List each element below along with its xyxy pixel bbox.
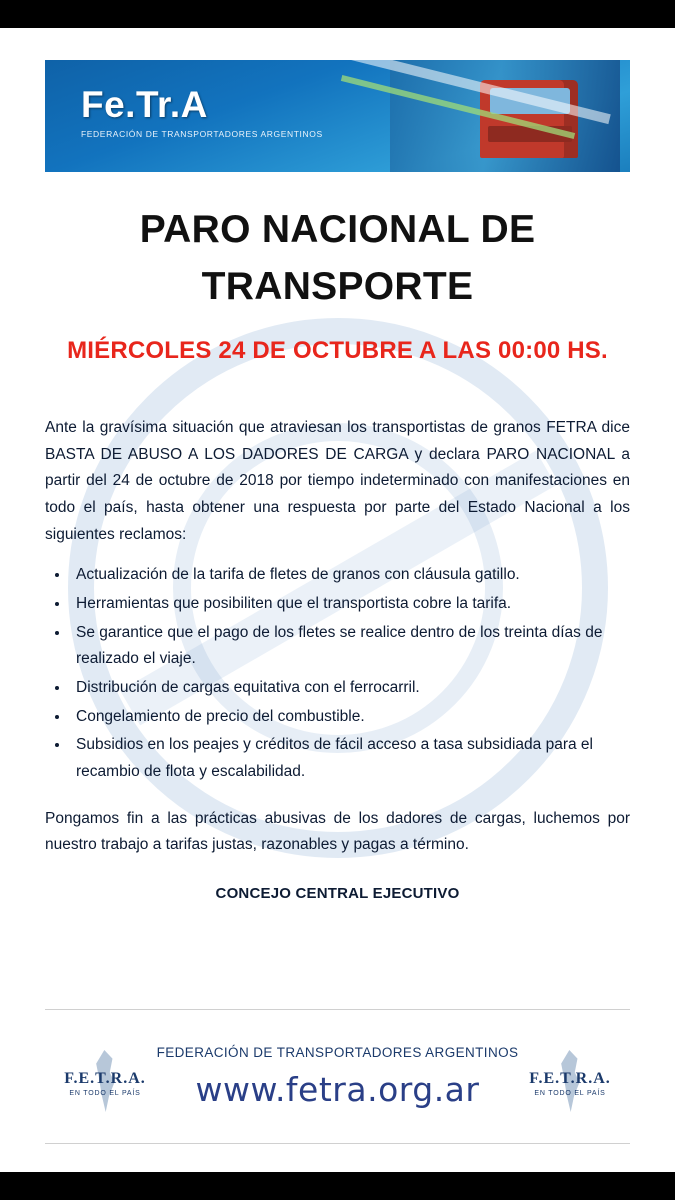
header-banner: [45, 60, 630, 172]
footer-center-block: [151, 1045, 524, 1109]
page-title: [50, 202, 625, 315]
closing-paragraph: Pongamos fin a las prácticas abusivas de los dadores de cargas, luchemos por nuestro trabajo a tarifas justas, razonables y pagas a término.: [45, 809, 630, 854]
list-item: • Actualización de la tarifa de fletes de granos con cláusula gatillo.: [70, 562, 630, 589]
list-item: • Herramientas que posibiliten que el transportista cobre la tarifa.: [70, 591, 630, 618]
fetra-logo-mark: Fe.Tr.A: [81, 84, 208, 125]
page-subtitle: MIÉRCOLES 24 DE OCTUBRE A LAS 00:00 HS.: [67, 337, 608, 365]
footer-organization-name: FEDERACIÓN DE TRANSPORTADORES ARGENTINOS: [156, 1044, 519, 1060]
seal-left: [59, 1056, 151, 1097]
seal-right: [524, 1056, 616, 1097]
document-footer: [45, 1009, 630, 1144]
seal-right-subtitle: EN TODO EL PAÍS: [534, 1090, 606, 1097]
document-content: [0, 60, 675, 902]
list-item: • Subsidios en los peajes y créditos de fácil acceso a tasa subsidiada para el recambio de flota y escalabilidad.: [70, 732, 630, 785]
list-item: • Se garantice que el pago de los fletes se realice dentro de los treinta días de realizado el viaje.: [70, 620, 630, 673]
fetra-logo: [81, 86, 323, 139]
seal-left-subtitle: EN TODO EL PAÍS: [69, 1090, 141, 1097]
page-title-line-1: PARO NACIONAL DE: [139, 208, 536, 251]
footer-content: [45, 1009, 630, 1144]
flyer-document: [0, 28, 675, 1172]
page-title-line-2: TRANSPORTE: [201, 264, 474, 308]
list-item: • Congelamiento de precio del combustible.: [70, 704, 630, 731]
demands-list: [70, 562, 630, 785]
seal-right-name: F.E.T.R.A.: [529, 1070, 611, 1087]
fetra-logo-subtitle: FEDERACIÓN DE TRANSPORTADORES ARGENTINOS: [81, 129, 323, 139]
footer-website-url[interactable]: www.fetra.org.ar: [195, 1069, 480, 1109]
list-item: • Distribución de cargas equitativa con el ferrocarril.: [70, 675, 630, 702]
footer-divider-bottom: [45, 1143, 630, 1144]
signature-line: CONCEJO CENTRAL EJECUTIVO: [215, 884, 460, 902]
intro-paragraph: Ante la gravísima situación que atraviesan los transportistas de granos FETRA dice BASTA DE ABUSO A LOS DADORES DE CARGA y declara PARO NACIONAL a partir del 24 de octubre de 2018 por tiempo indeterminado con manifestaciones en todo el país, hasta obtener una respuesta por parte del Estado Nacional a los siguientes reclamos:: [45, 419, 630, 543]
seal-left-name: F.E.T.R.A.: [64, 1070, 146, 1087]
